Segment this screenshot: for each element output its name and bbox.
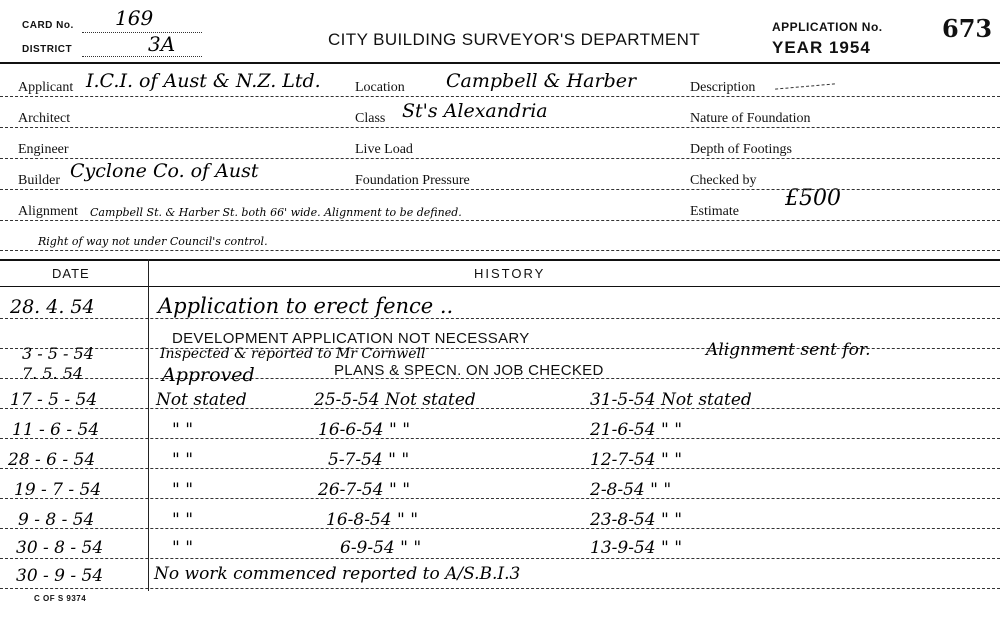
department-title: CITY BUILDING SURVEYOR'S DEPARTMENT: [328, 30, 701, 49]
nature-of-foundation-label: Nature of Foundation: [690, 111, 811, 126]
applicant-value: I.C.I. of Aust & N.Z. Ltd.: [86, 70, 321, 92]
history-date: 17 - 5 - 54: [10, 390, 98, 410]
inspection-entry-col2: 25-5-54 Not stated: [314, 390, 476, 410]
inspection-entry-col2: 26-7-54 " ": [318, 480, 411, 500]
stamp-development-not-necessary: DEVELOPMENT APPLICATION NOT NECESSARY: [172, 330, 530, 347]
field-rule-3: [0, 158, 1000, 159]
location-value: Campbell & Harber: [446, 70, 637, 92]
inspection-entry-col2: 6-9-54 " ": [340, 538, 422, 558]
history-top-rule: [0, 259, 1000, 261]
year-label: YEAR 1954: [772, 38, 871, 57]
history-entry: " ": [172, 538, 194, 558]
foundation-pressure-label: Foundation Pressure: [355, 173, 470, 188]
history-rule-7: [0, 498, 1000, 499]
class-label: Class: [355, 111, 386, 126]
history-date: 28. 4. 54: [10, 296, 95, 318]
history-rule-8: [0, 528, 1000, 529]
builder-value: Cyclone Co. of Aust: [70, 160, 259, 182]
history-entry: Application to erect fence ..: [158, 294, 454, 318]
engineer-label: Engineer: [18, 142, 69, 157]
history-date: 19 - 7 - 54: [14, 480, 102, 500]
estimate-value: £500: [785, 186, 841, 211]
history-date: 30 - 8 - 54: [16, 538, 104, 558]
history-date: 30 - 9 - 54: [16, 566, 104, 586]
date-column-divider: [148, 259, 149, 591]
history-rule-6: [0, 468, 1000, 469]
checked-by-label: Checked by: [690, 173, 757, 188]
form-code: C OF S 9374: [34, 594, 87, 603]
history-rule-10: [0, 588, 1000, 589]
history-rule-4: [0, 408, 1000, 409]
history-date: 11 - 6 - 54: [12, 420, 100, 440]
inspection-entry-col3: 21-6-54 " ": [590, 420, 683, 440]
inspection-entry-col2: 16-8-54 " ": [326, 510, 419, 530]
field-rule-2: [0, 127, 1000, 128]
district-value: 3A: [148, 32, 176, 56]
application-no-label: APPLICATION No.: [772, 20, 883, 34]
alignment-label: Alignment: [18, 204, 78, 219]
district-label: DISTRICT: [22, 44, 73, 55]
class-value: St's Alexandria: [402, 100, 548, 122]
architect-label: Architect: [18, 111, 71, 126]
history-entry: " ": [172, 450, 194, 470]
inspection-entry-col3: 12-7-54 " ": [590, 450, 683, 470]
estimate-label: Estimate: [690, 204, 739, 219]
history-entry: Not stated: [156, 390, 247, 410]
depth-of-footings-label: Depth of Footings: [690, 142, 792, 157]
history-entry: " ": [172, 510, 194, 530]
alignment-value-2: Right of way not under Council's control.: [38, 235, 268, 248]
field-rule-5: [0, 220, 1000, 221]
history-date: 9 - 8 - 54: [18, 510, 95, 530]
location-label: Location: [355, 80, 405, 95]
inspection-entry-col2: 5-7-54 " ": [328, 450, 410, 470]
history-rule-9: [0, 558, 1000, 559]
applicant-label: Applicant: [18, 80, 74, 95]
inspection-entry-col3: 2-8-54 " ": [590, 480, 672, 500]
district-underline: [82, 56, 202, 57]
inspection-entry-col2: 16-6-54 " ": [318, 420, 411, 440]
field-rule-1: [0, 96, 1000, 97]
card-no-label: CARD No.: [22, 20, 74, 31]
history-date: 3 - 5 - 54: [22, 344, 94, 363]
history-date: 7. 5. 54: [22, 364, 84, 383]
history-header: HISTORY: [474, 266, 546, 281]
application-no-value: 673: [942, 14, 993, 43]
alignment-value: Campbell St. & Harber St. both 66' wide. Alignment to be defined.: [90, 206, 462, 219]
card-no-underline: [82, 32, 202, 33]
history-entry: No work commenced reported to A/S.B.I.3: [154, 564, 521, 584]
history-date: 28 - 6 - 54: [8, 450, 96, 470]
builder-label: Builder: [18, 173, 60, 188]
history-rule-5: [0, 438, 1000, 439]
field-rule-4: [0, 189, 1000, 190]
stamp-plans-checked: PLANS & SPECN. ON JOB CHECKED: [334, 362, 604, 379]
inspection-entry-col3: 31-5-54 Not stated: [590, 390, 752, 410]
history-entry: " ": [172, 420, 194, 440]
card-no-value: 169: [115, 6, 154, 30]
history-header-rule: [0, 286, 1000, 287]
history-entry: Approved: [162, 364, 255, 386]
field-rule-6: [0, 250, 1000, 251]
inspection-entry-col3: 23-8-54 " ": [590, 510, 683, 530]
inspection-entry-col3: 13-9-54 " ": [590, 538, 683, 558]
history-rule-1: [0, 318, 1000, 319]
description-scribble: [775, 83, 835, 89]
date-header: DATE: [52, 266, 90, 281]
alignment-sent-note: Alignment sent for.: [706, 340, 871, 360]
history-entry: Inspected & reported to Mr Cornwell: [160, 346, 426, 362]
description-label: Description: [690, 80, 756, 95]
header-divider: [0, 62, 1000, 64]
history-entry: " ": [172, 480, 194, 500]
live-load-label: Live Load: [355, 142, 413, 157]
